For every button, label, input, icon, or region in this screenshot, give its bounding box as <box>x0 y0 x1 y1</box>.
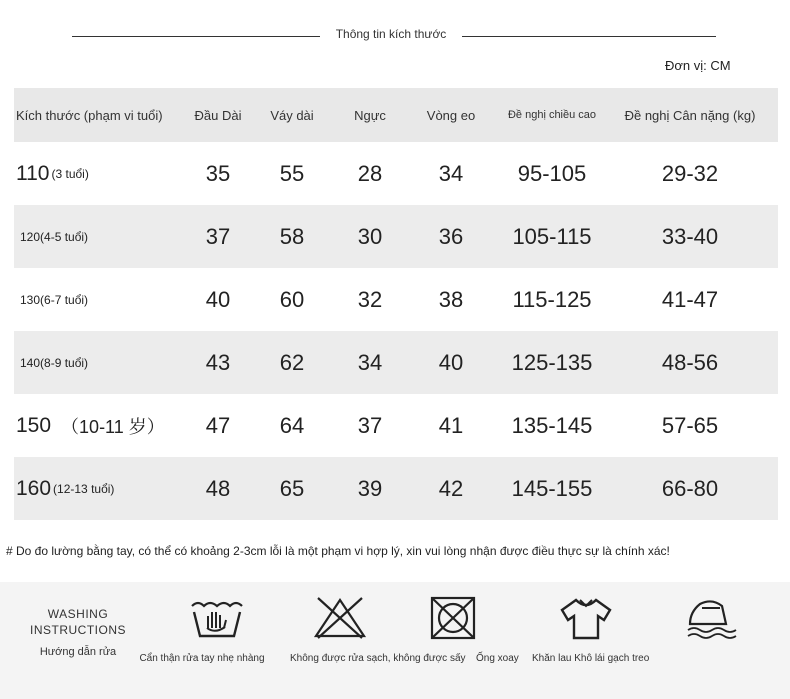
chest-cell: 28 <box>357 160 383 186</box>
size-age: (12-13 tuổi) <box>53 481 115 496</box>
size-age: (3 tuổi) <box>51 166 89 181</box>
weight-cell: 66-80 <box>661 475 719 501</box>
hand-wash-label: Cẩn thận rửa tay nhẹ nhàng <box>139 653 265 664</box>
chest-cell: 34 <box>357 349 383 375</box>
size-cell: 140(8-9 tuổi) <box>20 355 89 370</box>
header-title-row <box>0 26 790 46</box>
header-size: Kích thước (phạm vi tuổi) <box>16 107 163 123</box>
measurement-note: # Do đo lường bằng tay, có thể có khoảng 2-3cm lỗi là một phạm vi hợp lý, xin vui lòng nhận được điều thực sự là chính xác! <box>6 544 670 558</box>
length-cell: 35 <box>205 160 231 186</box>
table-row <box>14 331 778 394</box>
size-cell <box>16 457 186 520</box>
washing-instructions-panel <box>0 582 790 699</box>
no-bleach-icon <box>312 594 368 647</box>
no-tumble-dry-label: Ống xoay <box>476 653 519 664</box>
skirt-length-cell: 58 <box>279 223 305 249</box>
header-weight: Đề nghị Cân nặng (kg) <box>624 107 756 123</box>
size-value: 110 <box>16 161 50 185</box>
no-tumble-dry-icon <box>428 594 478 647</box>
table-row <box>14 394 778 457</box>
height-cell: 145-155 <box>511 475 593 501</box>
table-row <box>14 142 778 205</box>
size-age: （10-11 岁） <box>61 416 165 437</box>
height-cell: 135-145 <box>511 412 593 438</box>
waist-cell: 36 <box>438 223 464 249</box>
title-divider-left <box>72 36 320 37</box>
chest-cell: 32 <box>357 286 383 312</box>
weight-cell: 48-56 <box>661 349 719 375</box>
skirt-length-cell: 65 <box>279 475 305 501</box>
header-skirt-length: Váy dài <box>270 107 314 123</box>
header-chest: Ngực <box>354 107 386 123</box>
header-height: Đề nghị chiều cao <box>507 109 597 121</box>
skirt-length-cell: 64 <box>279 412 305 438</box>
length-cell: 47 <box>205 412 231 438</box>
waist-cell: 40 <box>438 349 464 375</box>
hang-dry-label: Khăn lau Khô lái gạch treo <box>532 653 650 664</box>
weight-cell: 29-32 <box>661 160 719 186</box>
length-cell: 37 <box>205 223 231 249</box>
waist-cell: 42 <box>438 475 464 501</box>
height-cell: 115-125 <box>512 286 592 312</box>
title-divider-right <box>462 36 716 37</box>
size-table <box>14 88 778 520</box>
weight-cell: 33-40 <box>661 223 719 249</box>
size-cell <box>16 142 186 205</box>
size-value: 160 <box>16 476 52 500</box>
table-row <box>14 457 778 520</box>
washing-title-line2: INSTRUCTIONS <box>30 623 126 637</box>
hand-wash-icon <box>188 594 246 647</box>
waist-cell: 41 <box>438 412 464 438</box>
waist-cell: 34 <box>438 160 464 186</box>
height-cell: 105-115 <box>512 223 592 249</box>
skirt-length-cell: 62 <box>279 349 305 375</box>
washing-subtitle: Hướng dẫn rửa <box>39 646 117 658</box>
size-cell <box>16 394 186 457</box>
length-cell: 43 <box>205 349 231 375</box>
table-row <box>14 205 778 268</box>
chest-cell: 39 <box>357 475 383 501</box>
washing-title-line1: WASHING <box>47 607 109 621</box>
height-cell: 125-135 <box>511 349 593 375</box>
size-value: 150 <box>16 413 52 437</box>
chest-cell: 30 <box>357 223 383 249</box>
hang-dry-shirt-icon <box>558 594 614 647</box>
iron-icon <box>684 594 740 647</box>
table-header-row <box>14 88 778 142</box>
unit-label: Đơn vị: CM <box>665 58 731 73</box>
page-title: Thông tin kích thước <box>335 27 447 41</box>
size-cell: 120(4-5 tuổi) <box>20 229 89 244</box>
header-waist: Vòng eo <box>426 107 476 123</box>
length-cell: 48 <box>205 475 231 501</box>
header-length: Đầu Dài <box>194 107 242 123</box>
height-cell: 95-105 <box>517 160 587 186</box>
size-cell: 130(6-7 tuổi) <box>20 292 89 307</box>
length-cell: 40 <box>205 286 231 312</box>
no-bleach-label: Không được rửa sạch, không được sấy <box>290 653 466 664</box>
chest-cell: 37 <box>357 412 383 438</box>
skirt-length-cell: 60 <box>279 286 305 312</box>
skirt-length-cell: 55 <box>279 160 305 186</box>
weight-cell: 41-47 <box>661 286 719 312</box>
weight-cell: 57-65 <box>661 412 719 438</box>
table-row <box>14 268 778 331</box>
washing-title <box>24 606 132 638</box>
waist-cell: 38 <box>438 286 464 312</box>
